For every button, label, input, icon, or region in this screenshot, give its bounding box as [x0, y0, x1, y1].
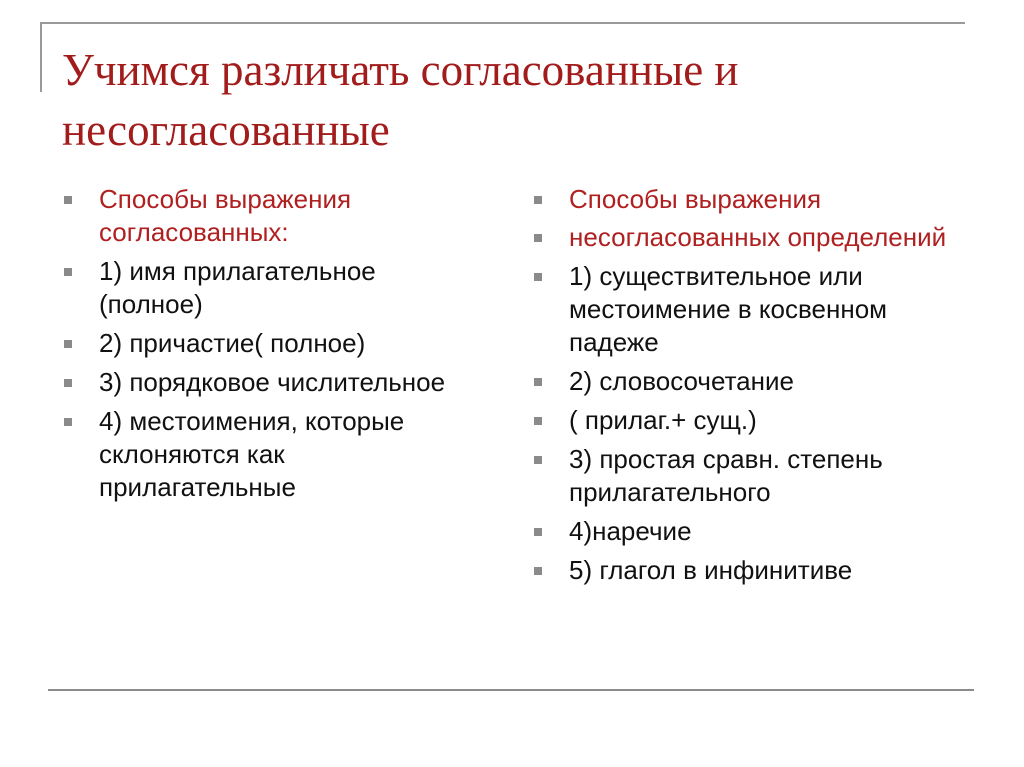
- list-item-text: 1) существительное или местоимение в косвенном падеже: [569, 261, 888, 357]
- list-item: [532, 554, 972, 587]
- list-item-text: 3) порядковое числительное: [99, 367, 446, 397]
- list-item: [532, 183, 972, 216]
- left-bullet-list: [62, 183, 472, 510]
- list-item-text: ( прилаг.+ сущ.): [569, 405, 757, 435]
- list-item: [62, 183, 472, 249]
- square-bullet-icon: [534, 196, 542, 204]
- right-bullet-list: [532, 183, 972, 593]
- list-item: [532, 365, 972, 398]
- list-item-text: 3) простая сравн. степень прилагательного: [569, 444, 883, 507]
- list-item-text: 4)наречие: [569, 516, 692, 546]
- square-bullet-icon: [64, 379, 72, 387]
- square-bullet-icon: [534, 234, 542, 242]
- list-item-text: 2) словосочетание: [569, 366, 794, 396]
- square-bullet-icon: [534, 528, 542, 536]
- square-bullet-icon: [64, 268, 72, 276]
- square-bullet-icon: [64, 196, 72, 204]
- square-bullet-icon: [64, 418, 72, 426]
- list-item-text: Способы выражения согласованных:: [99, 184, 352, 247]
- slide-title: Учимся различать согласованные и несогласованные: [62, 45, 739, 155]
- side-rule-divider: [40, 22, 42, 92]
- bottom-rule-divider: [48, 689, 974, 691]
- list-item: [62, 255, 472, 321]
- square-bullet-icon: [534, 273, 542, 281]
- square-bullet-icon: [534, 417, 542, 425]
- list-item: [532, 515, 972, 548]
- list-item: [62, 327, 472, 360]
- square-bullet-icon: [64, 340, 72, 348]
- square-bullet-icon: [534, 567, 542, 575]
- list-item-text: 2) причастие( полное): [99, 328, 366, 358]
- square-bullet-icon: [534, 456, 542, 464]
- list-item: [532, 221, 972, 254]
- list-item-text: 4) местоимения, которые склоняются как прилагательные: [99, 406, 405, 502]
- top-rule-divider: [40, 22, 965, 24]
- list-item: [62, 405, 472, 504]
- list-item-text: Способы выражения: [569, 184, 822, 214]
- list-item: [532, 443, 972, 509]
- list-item: [532, 404, 972, 437]
- square-bullet-icon: [534, 378, 542, 386]
- list-item: [532, 260, 972, 359]
- list-item-text: несогласованных определений: [569, 222, 947, 252]
- list-item: [62, 366, 472, 399]
- list-item-text: 1) имя прилагательное (полное): [99, 256, 376, 319]
- list-item-text: 5) глагол в инфинитиве: [569, 555, 853, 585]
